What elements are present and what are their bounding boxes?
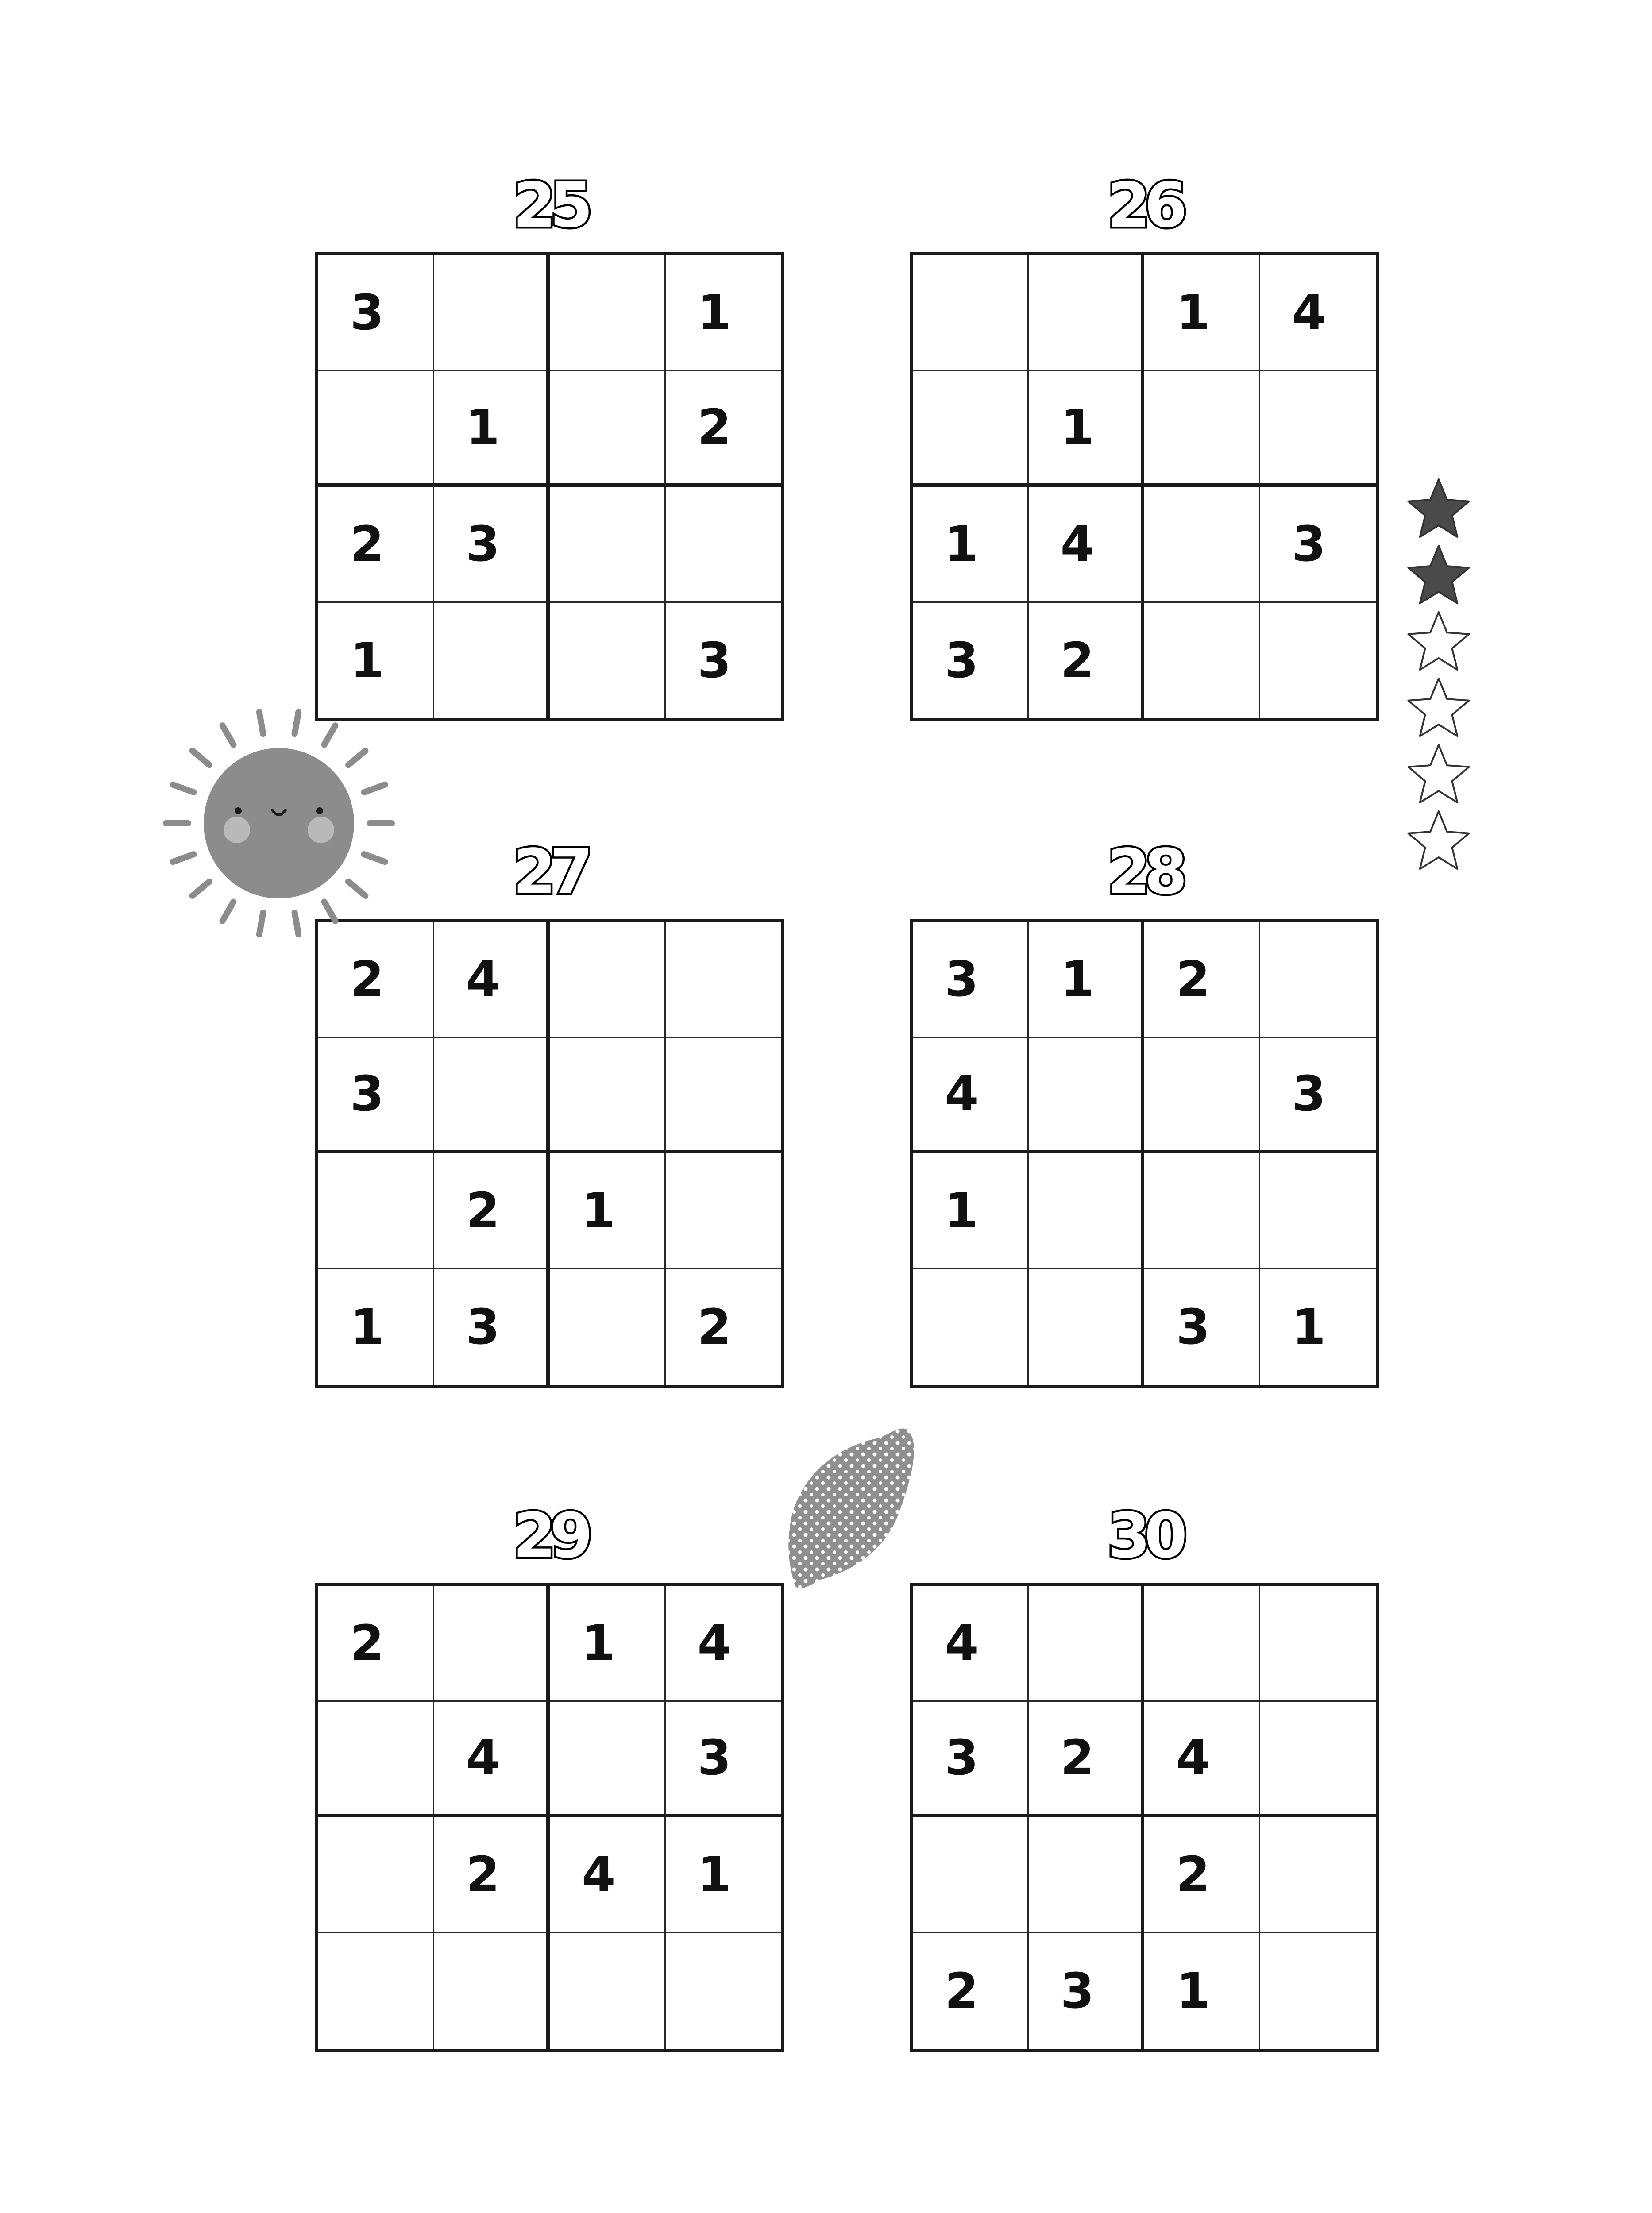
grid-cell[interactable]: 3 [913, 922, 1029, 1038]
puzzle-number: 25 [513, 170, 587, 242]
grid-cell[interactable]: 1 [550, 1153, 666, 1269]
grid-cell[interactable]: 2 [318, 1586, 434, 1702]
puzzle-number: 30 [1107, 1500, 1181, 1572]
grid-cell[interactable]: 3 [666, 1702, 782, 1818]
grid-cell[interactable] [1260, 371, 1376, 487]
grid-cell[interactable]: 1 [318, 603, 434, 719]
grid-cell[interactable]: 4 [1144, 1702, 1260, 1818]
sudoku-grid [315, 252, 784, 721]
grid-cell[interactable] [1029, 1038, 1145, 1154]
smiling-sun-icon [159, 704, 398, 943]
grid-cell[interactable]: 4 [550, 1817, 666, 1933]
grid-cell[interactable] [318, 1702, 434, 1818]
grid-cell[interactable]: 2 [318, 922, 434, 1038]
sun-ray [364, 854, 385, 862]
sun-ray [324, 725, 336, 744]
grid-cell[interactable]: 2 [666, 371, 782, 487]
grid-cell[interactable]: 2 [1029, 1702, 1145, 1818]
grid-cell[interactable] [913, 371, 1029, 487]
grid-cell[interactable]: 3 [434, 1269, 550, 1385]
sun-ray [348, 751, 365, 765]
grid-cell[interactable]: 4 [913, 1586, 1029, 1702]
grid-cell[interactable]: 4 [666, 1586, 782, 1702]
sun-ray [223, 725, 234, 744]
grid-cell[interactable] [913, 1817, 1029, 1933]
star-empty-icon [1409, 679, 1469, 736]
grid-cell[interactable] [550, 1038, 666, 1154]
grid-cell[interactable] [1260, 1933, 1376, 2049]
sun-ray [348, 882, 365, 896]
sun-ray [295, 712, 299, 734]
grid-cell[interactable] [1260, 1817, 1376, 1933]
grid-cell[interactable]: 1 [1029, 922, 1145, 1038]
sun-ray [223, 902, 234, 921]
grid-cell[interactable] [1144, 487, 1260, 603]
puzzle-number: 27 [513, 836, 587, 908]
puzzle-number: 28 [1107, 836, 1181, 908]
grid-cell[interactable] [550, 371, 666, 487]
grid-cell[interactable] [434, 1933, 550, 2049]
grid-cell[interactable] [1260, 922, 1376, 1038]
grid-cell[interactable] [550, 487, 666, 603]
grid-cell[interactable] [1029, 1586, 1145, 1702]
grid-cell[interactable] [318, 1933, 434, 2049]
star-empty-icon [1409, 811, 1469, 869]
grid-cell[interactable] [550, 1702, 666, 1818]
sudoku-grid [910, 1583, 1379, 2052]
sun-ray [259, 712, 263, 734]
grid-cell[interactable]: 1 [1144, 1933, 1260, 2049]
sudoku-grid [315, 919, 784, 1388]
grid-cell[interactable]: 3 [1260, 487, 1376, 603]
grid-cell[interactable]: 1 [318, 1269, 434, 1385]
grid-cell[interactable] [1029, 1269, 1145, 1385]
grid-cell[interactable] [666, 1038, 782, 1154]
grid-cell[interactable]: 3 [434, 487, 550, 603]
sudoku-grid [910, 252, 1379, 721]
grid-cell[interactable] [1029, 1153, 1145, 1269]
star-empty-icon [1409, 745, 1469, 802]
grid-cell[interactable] [1144, 1586, 1260, 1702]
grid-cell[interactable]: 1 [913, 487, 1029, 603]
grid-cell[interactable]: 1 [550, 1586, 666, 1702]
grid-cell[interactable] [666, 1933, 782, 2049]
grid-cell[interactable]: 4 [434, 1702, 550, 1818]
grid-cell[interactable] [318, 1817, 434, 1933]
grid-cell[interactable] [1260, 1702, 1376, 1818]
grid-cell[interactable] [550, 1269, 666, 1385]
grid-cell[interactable] [550, 603, 666, 719]
grid-cell[interactable]: 1 [666, 1817, 782, 1933]
grid-cell[interactable]: 1 [1029, 371, 1145, 487]
grid-cell[interactable]: 4 [1029, 487, 1145, 603]
grid-cell[interactable] [1260, 603, 1376, 719]
grid-cell[interactable] [550, 922, 666, 1038]
grid-cell[interactable]: 2 [913, 1933, 1029, 2049]
grid-cell[interactable]: 3 [913, 1702, 1029, 1818]
sudoku-grid [910, 919, 1379, 1388]
grid-cell[interactable] [666, 1153, 782, 1269]
grid-cell[interactable] [1029, 1817, 1145, 1933]
sun-ray [324, 902, 336, 921]
sun-ray [364, 785, 385, 792]
grid-cell[interactable]: 2 [1144, 922, 1260, 1038]
dotted-lemon-icon [779, 1416, 930, 1593]
grid-cell[interactable]: 1 [1292, 1299, 1326, 1356]
grid-cell[interactable] [1144, 371, 1260, 487]
grid-cell[interactable] [550, 1933, 666, 2049]
grid-cell[interactable]: 3 [1029, 1933, 1145, 2049]
grid-cell[interactable]: 3 [1260, 1038, 1376, 1154]
grid-cell[interactable]: 2 [318, 487, 434, 603]
grid-cell[interactable]: 3 [913, 603, 1029, 719]
grid-cell[interactable]: 2 [434, 1817, 550, 1933]
grid-cell[interactable] [434, 603, 550, 719]
grid-cell[interactable]: 2 [1144, 1817, 1260, 1933]
sun-ray [173, 785, 193, 792]
sun-ray [295, 913, 299, 934]
grid-cell[interactable] [434, 255, 550, 371]
grid-cell[interactable] [913, 255, 1029, 371]
star-filled-icon [1409, 546, 1469, 603]
star-empty-icon [1409, 612, 1469, 670]
grid-cell[interactable]: 1 [913, 1153, 1029, 1269]
puzzle-number: 29 [513, 1500, 587, 1572]
star-filled-icon [1409, 479, 1469, 537]
sudoku-grid [315, 1583, 784, 2052]
grid-cell[interactable]: 4 [434, 922, 550, 1038]
grid-cell[interactable]: 3 [318, 1038, 434, 1154]
grid-cell[interactable]: 4 [1260, 255, 1376, 371]
grid-cell[interactable] [913, 1269, 1029, 1385]
grid-cell[interactable] [1260, 1153, 1376, 1269]
sun-ray [173, 854, 193, 862]
sun-ray [193, 751, 209, 765]
puzzle-number: 26 [1107, 170, 1181, 242]
sun-ray [259, 913, 263, 934]
grid-cell[interactable] [1144, 1038, 1260, 1154]
grid-cell[interactable]: 1 [434, 371, 550, 487]
grid-cell[interactable]: 4 [913, 1038, 1029, 1154]
grid-cell[interactable]: 2 [1029, 603, 1145, 719]
grid-cell[interactable] [1144, 1153, 1260, 1269]
grid-cell[interactable] [666, 922, 782, 1038]
grid-cell[interactable]: 3 [318, 255, 434, 371]
grid-cell[interactable] [1029, 255, 1145, 371]
grid-cell[interactable] [318, 371, 434, 487]
grid-cell[interactable]: 2 [434, 1153, 550, 1269]
grid-cell[interactable] [1260, 1586, 1376, 1702]
sun-ray [193, 882, 209, 896]
grid-cell[interactable] [434, 1586, 550, 1702]
difficulty-rating [1401, 478, 1476, 890]
grid-cell[interactable] [666, 487, 782, 603]
grid-cell[interactable] [1144, 603, 1260, 719]
grid-cell[interactable] [550, 255, 666, 371]
grid-cell[interactable]: 1 [666, 255, 782, 371]
grid-cell[interactable]: 1 [1144, 255, 1260, 371]
grid-cell[interactable]: 3 [1144, 1269, 1260, 1385]
grid-cell[interactable] [434, 1038, 550, 1154]
grid-cell[interactable]: 3 [697, 632, 732, 689]
grid-cell[interactable] [318, 1153, 434, 1269]
grid-cell[interactable]: 2 [697, 1299, 732, 1356]
